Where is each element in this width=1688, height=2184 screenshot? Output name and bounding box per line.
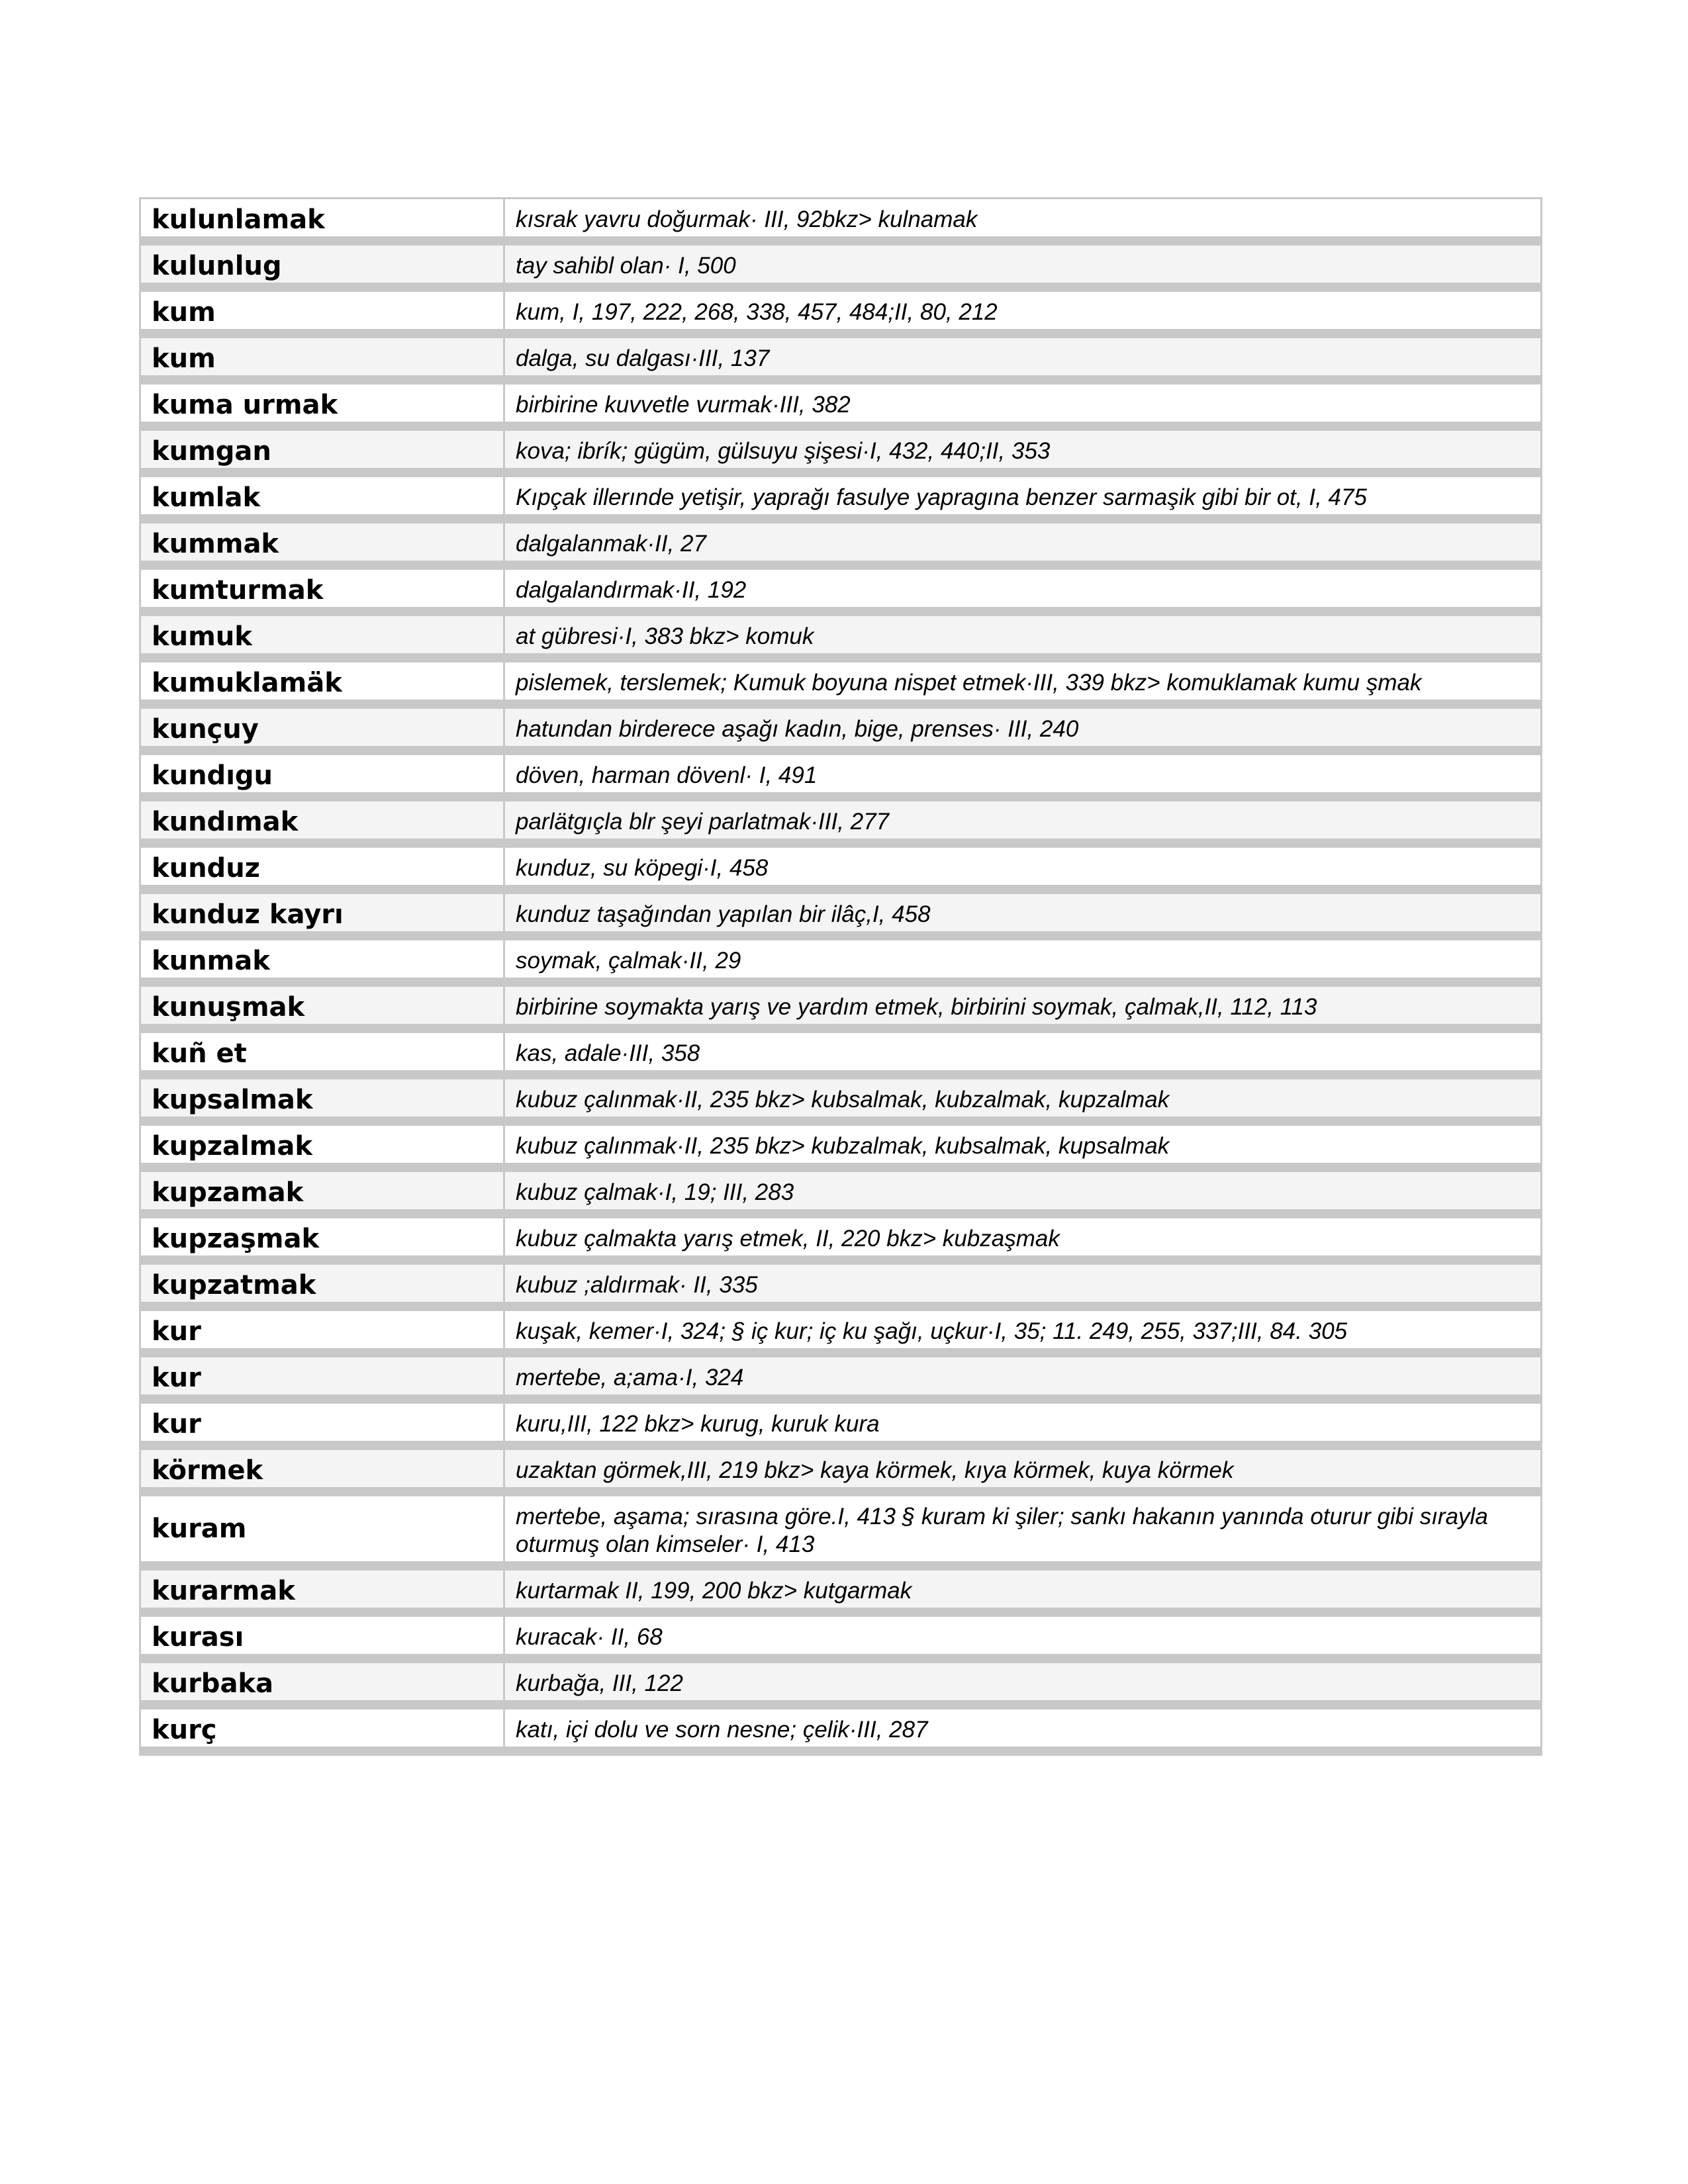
table-row bbox=[141, 1496, 1540, 1570]
entry-term: kum bbox=[141, 338, 505, 375]
dictionary-table bbox=[139, 197, 1542, 1756]
entry-definition: pislemek, terslemek; Kumuk boyuna nispet etmek·III, 339 bkz> komuklamak kumu şmak bbox=[516, 670, 1422, 696]
entry-definition: kum, I, 197, 222, 268, 338, 457, 484;II, 80, 212 bbox=[516, 299, 998, 325]
entry-definition: kubuz çalınmak·II, 235 bkz> kubzalmak, kubsalmak, kupsalmak bbox=[516, 1133, 1170, 1159]
entry-definition: kuru,III, 122 bkz> kurug, kuruk kura bbox=[516, 1411, 880, 1437]
entry-term: kur bbox=[141, 1311, 505, 1348]
entry-definition: kunduz, su köpegi·I, 458 bbox=[516, 855, 769, 881]
table-row bbox=[141, 1218, 1540, 1265]
entry-definition: kubuz ;aldırmak· II, 335 bbox=[516, 1272, 758, 1298]
entry-definition: döven, harman dövenl· I, 491 bbox=[516, 762, 818, 788]
entry-term: kupzalmak bbox=[141, 1126, 505, 1163]
table-row bbox=[141, 246, 1540, 292]
entry-definition: kunduz taşağından yapılan bir ilâç,I, 458 bbox=[516, 901, 931, 927]
entry-term: kunduz bbox=[141, 848, 505, 885]
table-row bbox=[141, 616, 1540, 662]
entry-term: kundıgu bbox=[141, 755, 505, 792]
entry-definition: kubuz çalmakta yarış etmek, II, 220 bkz> kubzaşmak bbox=[516, 1226, 1060, 1251]
entry-term: kulunlamak bbox=[141, 199, 505, 236]
table-row bbox=[141, 1450, 1540, 1496]
table-row bbox=[141, 801, 1540, 848]
entry-term: kur bbox=[141, 1404, 505, 1441]
entry-definition: uzaktan görmek,III, 219 bkz> kaya körmek, kıya körmek, kuya körmek bbox=[516, 1457, 1234, 1483]
entry-term: kunuşmak bbox=[141, 987, 505, 1024]
entry-term: kum bbox=[141, 292, 505, 329]
entry-term: kunmak bbox=[141, 940, 505, 978]
entry-term: kupzamak bbox=[141, 1172, 505, 1209]
table-row bbox=[141, 1404, 1540, 1450]
table-row bbox=[141, 570, 1540, 616]
table-row bbox=[141, 1126, 1540, 1172]
entry-term: kumlak bbox=[141, 477, 505, 514]
entry-term: kupzatmak bbox=[141, 1265, 505, 1302]
table-row bbox=[141, 1172, 1540, 1218]
entry-definition: kova; ibrík; gügüm, gülsuyu şişesi·I, 432, 440;II, 353 bbox=[516, 438, 1051, 464]
table-row bbox=[141, 431, 1540, 477]
entry-definition: Kıpçak illerınde yetişir, yaprağı fasulye yapragına benzer sarmaşik gibi bir ot, I, 475 bbox=[516, 484, 1367, 510]
entry-term: kunçuy bbox=[141, 709, 505, 746]
table-row bbox=[141, 523, 1540, 570]
entry-term: kupzaşmak bbox=[141, 1218, 505, 1255]
table-row bbox=[141, 709, 1540, 755]
table-row bbox=[141, 1033, 1540, 1079]
table-row bbox=[141, 292, 1540, 338]
entry-definition: birbirine kuvvetle vurmak·III, 382 bbox=[516, 392, 851, 418]
table-row bbox=[141, 940, 1540, 987]
entry-definition: mertebe, aşama; sırasına göre.I, 413 § kuram ki şiler; sankı hakanın yanında oturur gibi sırayla oturmuş olan kimseler· I, 413 bbox=[516, 1504, 1488, 1557]
entry-term: kuram bbox=[141, 1496, 505, 1561]
table-row bbox=[141, 755, 1540, 801]
table-row bbox=[141, 385, 1540, 431]
entry-term: kuma urmak bbox=[141, 385, 505, 422]
table-row bbox=[141, 1663, 1540, 1709]
table-row bbox=[141, 1617, 1540, 1663]
table-row bbox=[141, 338, 1540, 385]
entry-definition: kubuz çalınmak·II, 235 bkz> kubsalmak, kubzalmak, kupzalmak bbox=[516, 1087, 1170, 1113]
entry-definition: kuşak, kemer·I, 324; § iç kur; iç ku şağı, uçkur·I, 35; 11. 249, 255, 337;III, 84. 305 bbox=[516, 1318, 1348, 1344]
entry-definition: at gübresi·I, 383 bkz> komuk bbox=[516, 623, 814, 649]
entry-definition: dalgalandırmak·II, 192 bbox=[516, 577, 747, 603]
entry-definition: soymak, çalmak·II, 29 bbox=[516, 948, 741, 974]
entry-definition: parlätgıçla blr şeyi parlatmak·III, 277 bbox=[516, 809, 890, 835]
table-row bbox=[141, 662, 1540, 709]
table-row bbox=[141, 894, 1540, 940]
entry-term: kumuklamäk bbox=[141, 662, 505, 700]
table-row bbox=[141, 477, 1540, 523]
table-row bbox=[141, 199, 1540, 246]
entry-term: kundımak bbox=[141, 801, 505, 839]
entry-definition: kuracak· II, 68 bbox=[516, 1624, 663, 1650]
table-row bbox=[141, 987, 1540, 1033]
table-row bbox=[141, 1311, 1540, 1357]
table-row bbox=[141, 1709, 1540, 1756]
entry-term: kurç bbox=[141, 1709, 505, 1747]
table-row bbox=[141, 1079, 1540, 1126]
entry-definition: mertebe, a;ama·I, 324 bbox=[516, 1365, 744, 1390]
entry-definition: kısrak yavru doğurmak· III, 92bkz> kulnamak bbox=[516, 206, 978, 232]
entry-definition: kubuz çalmak·I, 19; III, 283 bbox=[516, 1179, 794, 1205]
table-row bbox=[141, 848, 1540, 894]
table-row bbox=[141, 1265, 1540, 1311]
entry-definition: dalga, su dalgası·III, 137 bbox=[516, 345, 770, 371]
entry-definition: kurbağa, III, 122 bbox=[516, 1670, 683, 1696]
entry-term: kurbaka bbox=[141, 1663, 505, 1700]
entry-definition: katı, içi dolu ve sorn nesne; çelik·III, 287 bbox=[516, 1717, 928, 1743]
table-row bbox=[141, 1357, 1540, 1404]
entry-term: kuñ et bbox=[141, 1033, 505, 1070]
entry-term: körmek bbox=[141, 1450, 505, 1487]
entry-term: kulunlug bbox=[141, 246, 505, 283]
entry-definition: kurtarmak II, 199, 200 bkz> kutgarmak bbox=[516, 1578, 912, 1604]
entry-term: kupsalmak bbox=[141, 1079, 505, 1116]
entry-term: kurarmak bbox=[141, 1570, 505, 1608]
entry-definition: birbirine soymakta yarış ve yardım etmek, birbirini soymak, çalmak,II, 112, 113 bbox=[516, 994, 1317, 1020]
entry-term: kummak bbox=[141, 523, 505, 561]
entry-term: kunduz kayrı bbox=[141, 894, 505, 931]
entry-term: kurası bbox=[141, 1617, 505, 1654]
entry-definition: hatundan birderece aşağı kadın, bige, prenses· III, 240 bbox=[516, 716, 1079, 742]
entry-term: kumturmak bbox=[141, 570, 505, 607]
entry-definition: kas, adale·III, 358 bbox=[516, 1040, 700, 1066]
entry-definition: tay sahibl olan· I, 500 bbox=[516, 253, 736, 279]
entry-term: kumuk bbox=[141, 616, 505, 653]
entry-definition: dalgalanmak·II, 27 bbox=[516, 531, 706, 557]
entry-term: kur bbox=[141, 1357, 505, 1394]
table-row bbox=[141, 1570, 1540, 1617]
entry-term: kumgan bbox=[141, 431, 505, 468]
